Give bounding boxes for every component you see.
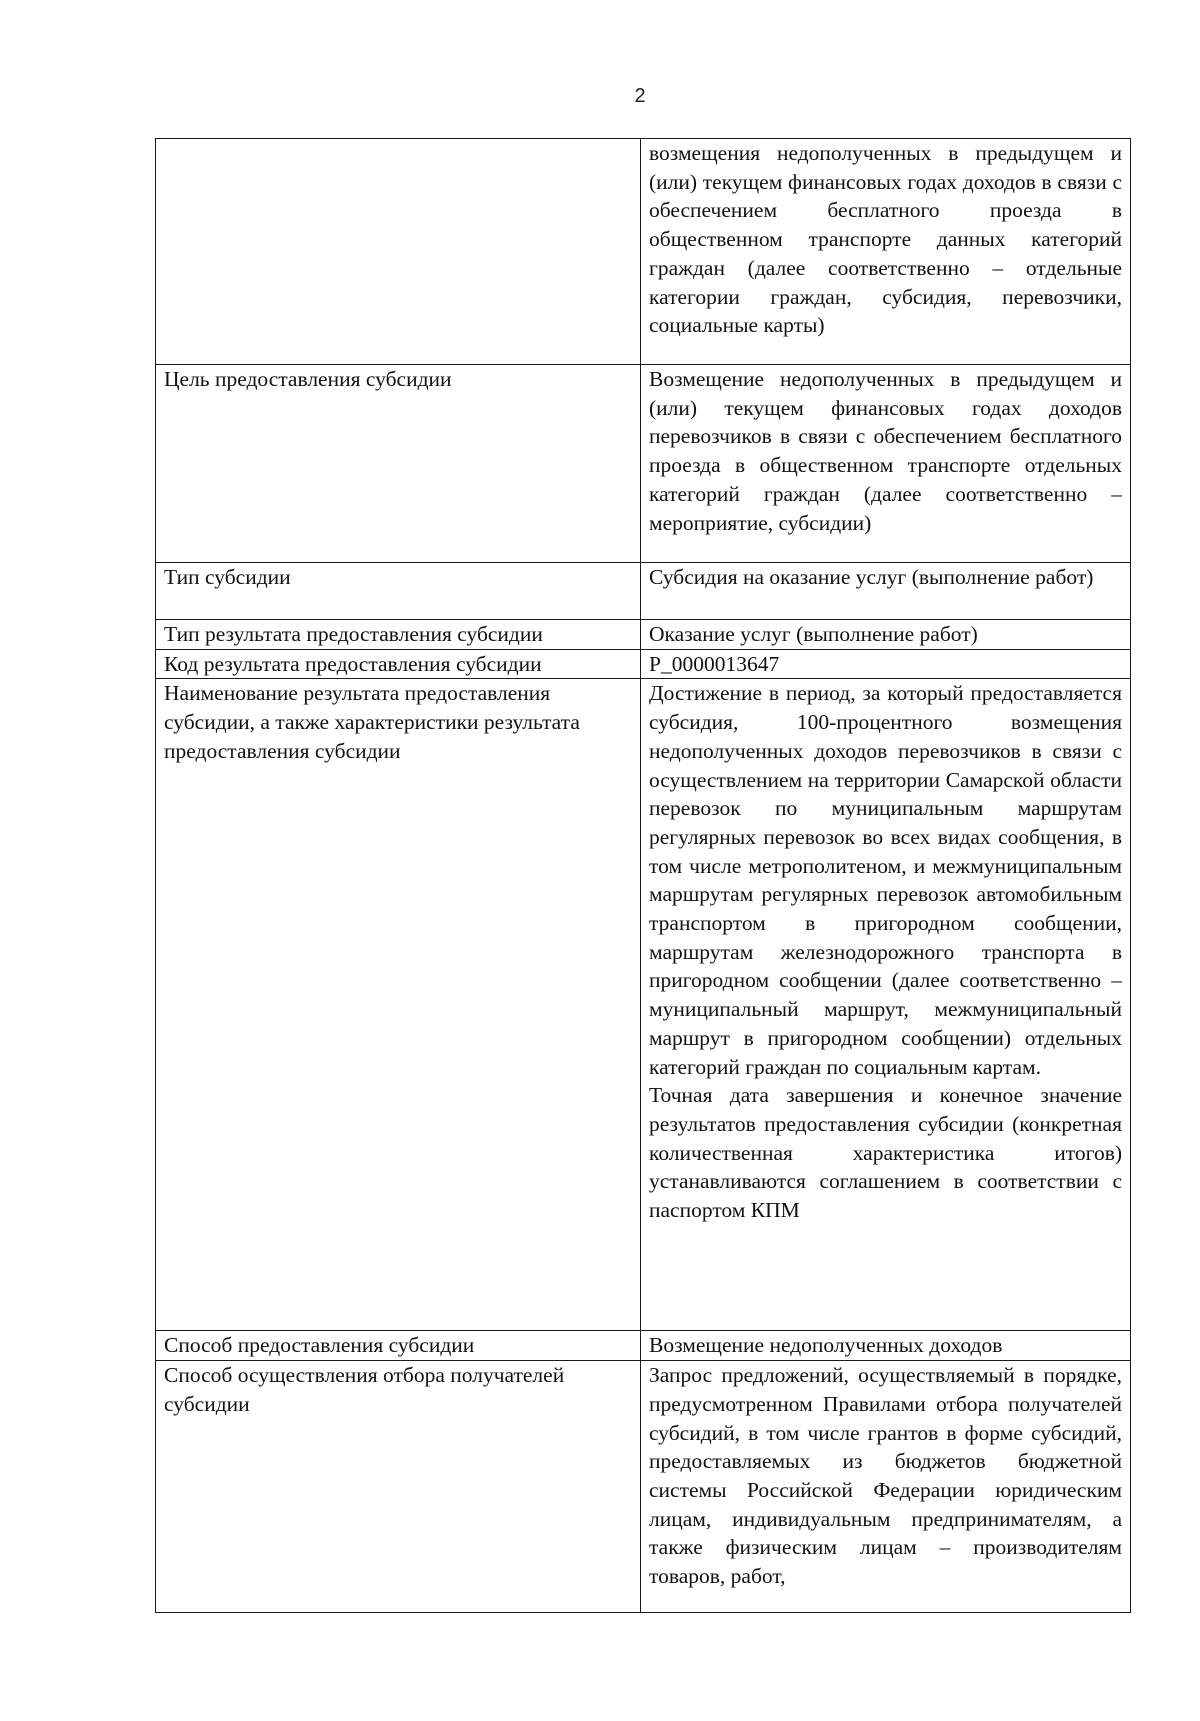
table-row: [156, 139, 1131, 365]
table-row: [156, 1361, 1131, 1613]
row-value-paragraph: Возмещение недополученных в предыдущем и (или) текущем финансовых годах доходов перевозчиков в связи с обеспечением бесплатного проезда в общественном транспорте отдельных категорий граждан (далее соответственно – мероприятие, субсидии): [649, 367, 1122, 535]
row-label: Наименование результата предоставления субсидии, а также характеристики результата предоставления субсидии: [156, 679, 641, 1331]
table-row: [156, 1331, 1131, 1361]
table-row: [156, 620, 1131, 650]
table-row: [156, 679, 1131, 1331]
row-label: Тип результата предоставления субсидии: [156, 620, 641, 650]
row-value-paragraph: P_0000013647: [649, 651, 780, 676]
row-label: Способ предоставления субсидии: [156, 1331, 641, 1361]
row-label: Способ осуществления отбора получателей субсидии: [156, 1361, 641, 1613]
row-value: [641, 139, 1131, 365]
row-value: [641, 679, 1131, 1331]
row-label: Цель предоставления субсидии: [156, 365, 641, 563]
subsidy-info-table: [155, 138, 1131, 1613]
row-value: [641, 1331, 1131, 1361]
row-value-paragraph: возмещения недополученных в предыдущем и (или) текущем финансовых годах доходов в связи с обеспечением бесплатного проезда в общественном транспорте данных категорий граждан (далее соответственно – отдельные категории граждан, субсидия, перевозчики, социальные карты): [649, 141, 1122, 338]
row-label: Код результата предоставления субсидии: [156, 649, 641, 679]
row-value-paragraph: Достижение в период, за который предоставляется субсидия, 100-процентного возмещения недополученных доходов перевозчиков в связи с осуществлением на территории Самарской области перевозок по муниципальным маршрутам регулярных перевозок во всех видах сообщения, в том числе метрополитеном, и межмуниципальным маршрутам регулярных перевозок автомобильным транспортом в пригородном сообщении, маршрутам железнодорожного транспорта в пригородном сообщении (далее соответственно – муниципальный маршрут, межмуниципальный маршрут в пригородном сообщении) отдельных категорий граждан по социальным картам.: [649, 681, 1122, 1079]
table-row: [156, 649, 1131, 679]
row-value: [641, 620, 1131, 650]
row-value: [641, 365, 1131, 563]
row-value-paragraph: Возмещение недополученных доходов: [649, 1333, 1003, 1358]
row-label: [156, 139, 641, 365]
row-value-paragraph: Субсидия на оказание услуг (выполнение работ): [649, 565, 1094, 589]
row-value-paragraph: Оказание услуг (выполнение работ): [649, 622, 978, 646]
row-label: Тип субсидии: [156, 563, 641, 620]
table-row: [156, 365, 1131, 563]
row-value-paragraph: Точная дата завершения и конечное значение результатов предоставления субсидии (конкретная количественная характеристика итогов) устанавливаются соглашением в соответствии с паспортом КПМ: [649, 1083, 1122, 1223]
row-value: [641, 649, 1131, 679]
row-value: [641, 1361, 1131, 1613]
row-value: [641, 563, 1131, 620]
row-value-paragraph: Запрос предложений, осуществляемый в порядке, предусмотренном Правилами отбора получателей субсидий, в том числе грантов в форме субсидий, предоставляемых из бюджетов бюджетной системы Российской Федерации юридическим лицам, индивидуальным предпринимателям, а также физическим лицам – производителям товаров, работ,: [649, 1363, 1122, 1589]
page-number: 2: [634, 85, 646, 107]
table-row: [156, 563, 1131, 620]
